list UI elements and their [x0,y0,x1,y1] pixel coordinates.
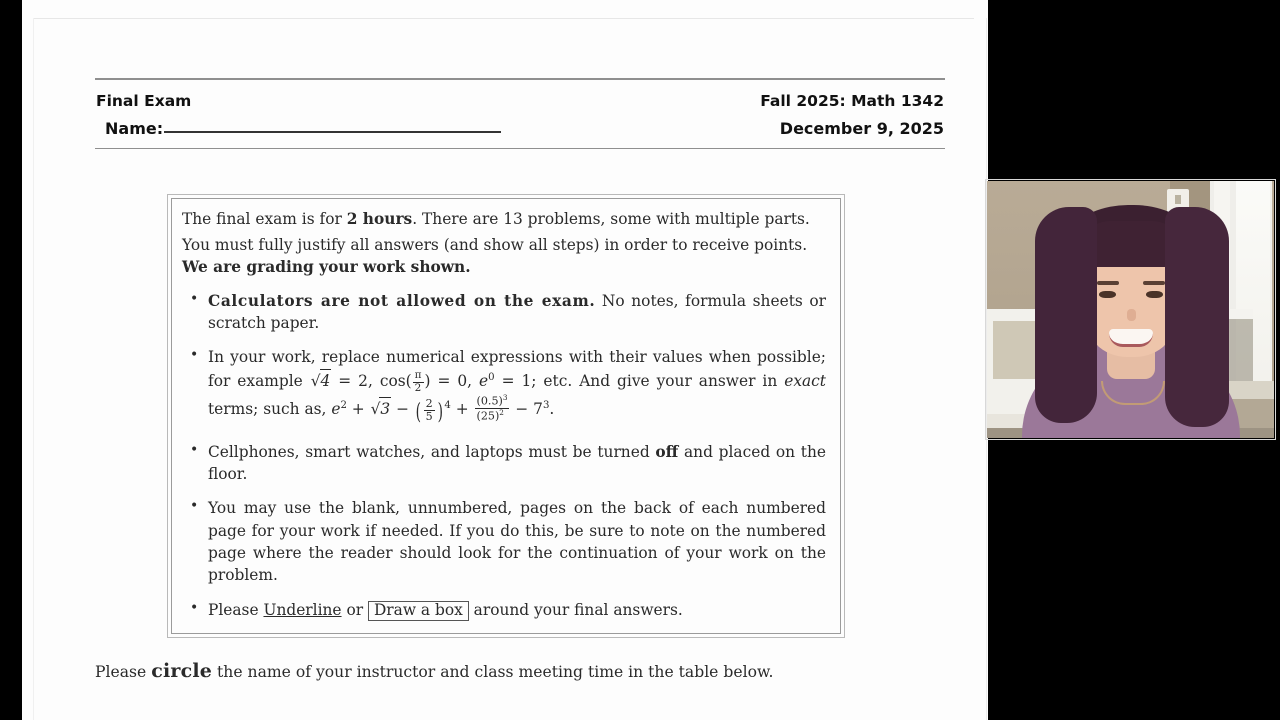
example-e: e [331,400,341,419]
plus-2: + [450,400,474,419]
off-bold: off [655,442,679,461]
cos-close: ) = 0, [424,371,480,390]
e-exponent-zero: 0 [488,371,495,383]
duration-post: . There are 13 problems, some with multiple parts. [412,210,810,228]
name-label: Name: [105,118,164,138]
mark-text-2: or [341,600,368,619]
bullet-blank-pages: • You may use the blank, unnumbered, pages on the back of each numbered page for your work if needed. If you do this, be sure to note on the numbered page where the reader should look for the continuation of your work on the problem. [182,497,826,586]
header-row-title [95,80,945,119]
closing-post: the name of your instructor and class meeting time in the table below. [212,663,774,681]
numeric-text-1: In your work, replace numerical expressions with their values when possible; for example [208,348,826,390]
pi-numerator: π [414,368,422,381]
plus-1: + [346,400,370,419]
presenter-eye-left [1099,291,1116,298]
grading-bold: We are grading your work shown. [182,257,471,276]
numeric-text-3: terms; such as, [208,400,332,419]
closing-emphasis: circle [151,660,213,682]
course-label: Fall 2025: Math 1342 [760,91,944,110]
name-blank-line[interactable] [164,131,501,132]
calculators-bold: Calculators are not allowed on the exam. [208,291,596,310]
instructions-box [167,194,845,638]
instruction-duration [182,209,826,231]
two-fifths [424,398,435,424]
two-numerator: 2 [425,396,433,410]
page-edge-left [33,18,34,720]
num-sup: 3 [502,393,508,403]
seven: 7 [533,400,543,419]
shared-document-panel[interactable] [22,0,988,720]
sqrt-three [370,397,392,420]
calculators-rest: No notes, formula sheets or scratch paper. [208,291,826,332]
five-denominator: 5 [425,410,433,424]
cos-lead: = 2, cos( [331,371,412,390]
presenter-eye-right [1146,291,1163,298]
exam-date: December 9, 2025 [779,118,944,138]
radicand-3: 3 [379,397,391,420]
instructions-box-inner [171,198,841,634]
header-rule-bottom [95,148,945,150]
page-edge-top [34,18,974,19]
num-text: (0.5) [476,395,503,409]
header-row-name [95,119,945,148]
fraction-half-cubed-over-25sq [475,394,510,423]
numeric-text-2: = 1; etc. And give your answer in [494,371,785,390]
presenter-hair-right [1165,207,1229,427]
fraction-denominator [475,408,510,423]
underline-word: Underline [263,600,342,619]
power-four: 4 [444,400,451,412]
exam-header [95,78,945,149]
bullet-numerical-values [182,346,826,428]
two-denominator: 2 [413,382,424,395]
duration-pre: The final exam is for [182,210,347,228]
webcam-video-tile[interactable] [987,181,1274,438]
presenter-eyebrow-left [1097,281,1119,285]
minus-2: − [510,400,534,419]
minus-1: − [391,400,414,419]
presenter-hair-left [1035,207,1097,423]
mark-text-3: around your final answers. [468,600,683,619]
sqrt-four [310,369,332,392]
final-period: . [549,400,555,419]
closing-instruction [95,660,945,682]
right-paren: ) [437,399,443,426]
presenter-mouth [1109,329,1153,347]
bullet-devices-off [182,441,826,486]
fraction-numerator [475,394,510,408]
name-field-group[interactable] [105,119,501,138]
instruction-justify [182,235,826,279]
den-sup: 2 [499,408,504,418]
presenter-nose [1127,309,1136,321]
bullet-mark-answers [182,599,826,622]
devices-text-2: and placed on the floor. [208,442,826,483]
radicand: 4 [320,369,332,392]
exact-emphasis: exact [784,371,826,390]
closing-pre: Please [95,663,152,681]
left-paren: ( [415,399,421,426]
bullet-calculators [182,290,826,335]
seven-sup: 3 [542,400,550,412]
presenter-eyebrow-right [1143,281,1165,285]
draw-a-box-sample: Draw a box [368,601,469,622]
radical-sign: √ [310,371,321,390]
e-base: e [479,371,489,390]
instruction-bullet-list [182,290,826,622]
pi-over-two [413,370,424,394]
devices-text-1: Cellphones, smart watches, and laptops must be turned [208,442,656,461]
den-text: (25) [476,410,500,424]
mark-text-1: Please [208,600,264,619]
example-e-sup: 2 [340,400,347,412]
duration-bold: 2 hours [346,210,413,228]
justify-text: You must fully justify all answers (and show all steps) in order to receive points. [182,235,808,254]
exam-title: Final Exam [96,91,192,110]
radical-sign-2: √ [370,400,381,419]
